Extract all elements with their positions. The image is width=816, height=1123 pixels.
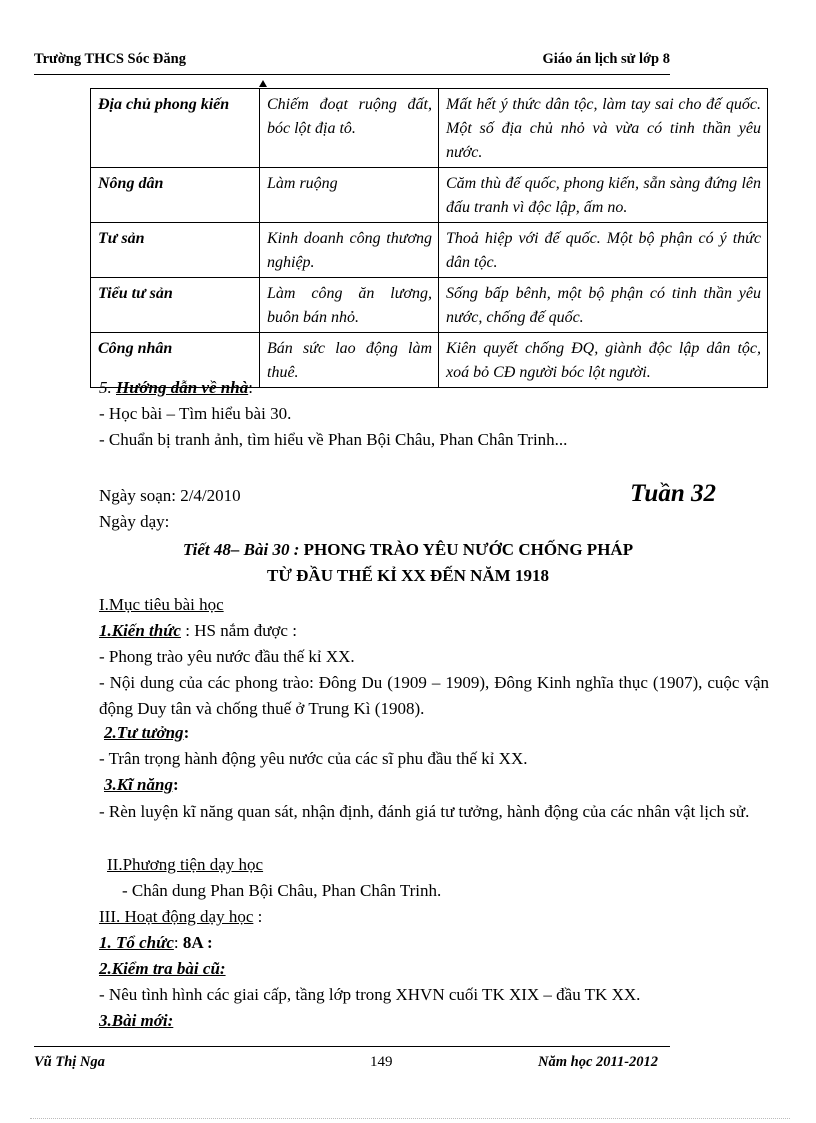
table-anchor-marker (259, 80, 267, 87)
table-cell-job: Bán sức lao động làm thuê. (260, 333, 439, 388)
author-name: Vũ Thị Nga (34, 1054, 105, 1070)
footer-rule (34, 1046, 670, 1047)
section-objectives: I.Mục tiêu bài học (99, 595, 224, 614)
attitude-item: - Trân trọng hành động yêu nước của các sĩ phu đầu thế kỉ XX. (99, 749, 528, 768)
header-rule (34, 74, 670, 75)
knowledge-item: - Phong trào yêu nước đầu thế kỉ XX. (99, 647, 355, 666)
table-cell-class: Tiểu tư sản (91, 278, 260, 333)
lesson-number: Tiết 48– Bài 30 : (182, 540, 300, 559)
subsection-organization: 1. Tổ chức: 8A : (99, 933, 213, 952)
table-cell-job: Làm công ăn lương, buôn bán nhỏ. (260, 278, 439, 333)
table-row (91, 89, 768, 168)
section-activities: III. Hoạt động dạy học : (99, 907, 263, 926)
table-cell-attitude: Sống bấp bênh, một bộ phận có tinh thần yêu nước, chống đế quốc. (439, 278, 768, 333)
subsection-new-lesson: 3.Bài mới: (99, 1011, 174, 1030)
subsection-review: 2.Kiểm tra bài cũ: (99, 959, 226, 978)
lesson-title-line1: Tiết 48– Bài 30 : PHONG TRÀO YÊU NƯỚC CHỐNG PHÁP (182, 540, 634, 559)
subsection-attitude: 2.Tư tưởng: (104, 723, 190, 742)
homework-heading-label: Hướng dẫn về nhà (116, 378, 249, 397)
subsection-skills: 3.Kĩ năng: (104, 775, 179, 794)
table-row (91, 223, 768, 278)
page-edge-dots (30, 1118, 790, 1119)
subsection-knowledge: 1.Kiến thức : HS nắm được : (99, 621, 297, 640)
table-cell-attitude: Thoả hiệp với đế quốc. Một bộ phận có ý thức dân tộc. (439, 223, 768, 278)
teach-date: Ngày dạy: (99, 512, 170, 531)
lesson-title-line2: TỪ ĐẦU THẾ KỈ XX ĐẾN NĂM 1918 (267, 566, 549, 585)
homework-item: - Học bài – Tìm hiểu bài 30. (99, 404, 292, 423)
table-row (91, 278, 768, 333)
school-year: Năm học 2011-2012 (538, 1054, 659, 1070)
table-cell-job: Làm ruộng (260, 168, 439, 223)
table-row (91, 168, 768, 223)
table-cell-class: Nông dân (91, 168, 260, 223)
materials-item: - Chân dung Phan Bội Châu, Phan Chân Trinh. (122, 881, 442, 900)
review-item: - Nêu tình hình các giai cấp, tầng lớp trong XHVN cuối TK XIX – đầu TK XX. (99, 985, 641, 1004)
homework-heading: 5. Hướng dẫn về nhà: (99, 378, 253, 397)
class-structure-table (90, 88, 768, 388)
section-materials: II.Phương tiện dạy học (107, 855, 264, 874)
skills-item: - Rèn luyện kĩ năng quan sát, nhận định, đánh giá tư tưởng, hành động của các nhân vật lịch sử. (99, 802, 750, 821)
table-cell-class: Tư sản (91, 223, 260, 278)
class-name: 8A : (182, 933, 213, 952)
knowledge-item: - Nội dung của các phong trào: Đông Du (1909 – 1909), Đông Kinh nghĩa thục (1907), cuộc vận động Duy tân và chống thuế ở Trung Kì (1908). (99, 673, 769, 718)
prep-date: Ngày soạn: 2/4/2010 (99, 486, 241, 505)
table-cell-attitude: Căm thù đế quốc, phong kiến, sẵn sàng đứng lên đấu tranh vì độc lập, ấm no. (439, 168, 768, 223)
table-cell-job: Kinh doanh công thương nghiệp. (260, 223, 439, 278)
week-label: Tuần 32 (630, 480, 716, 507)
table-cell-attitude: Kiên quyết chống ĐQ, giành độc lập dân tộc, xoá bỏ CĐ người bóc lột người. (439, 333, 768, 388)
document-title: Giáo án lịch sử lớp 8 (542, 51, 670, 67)
table-cell-job: Chiếm đoạt ruộng đất, bóc lột địa tô. (260, 89, 439, 168)
table-cell-class: Địa chủ phong kiến (91, 89, 260, 168)
homework-item: - Chuẩn bị tranh ảnh, tìm hiểu về Phan Bội Châu, Phan Chân Trinh... (99, 430, 568, 449)
page-number: 149 (370, 1054, 393, 1070)
table-cell-class: Công nhân (91, 333, 260, 388)
school-name: Trường THCS Sóc Đăng (34, 51, 186, 67)
table-cell-attitude: Mất hết ý thức dân tộc, làm tay sai cho đế quốc. Một số địa chủ nhỏ và vừa có tinh thần yêu nước. (439, 89, 768, 168)
